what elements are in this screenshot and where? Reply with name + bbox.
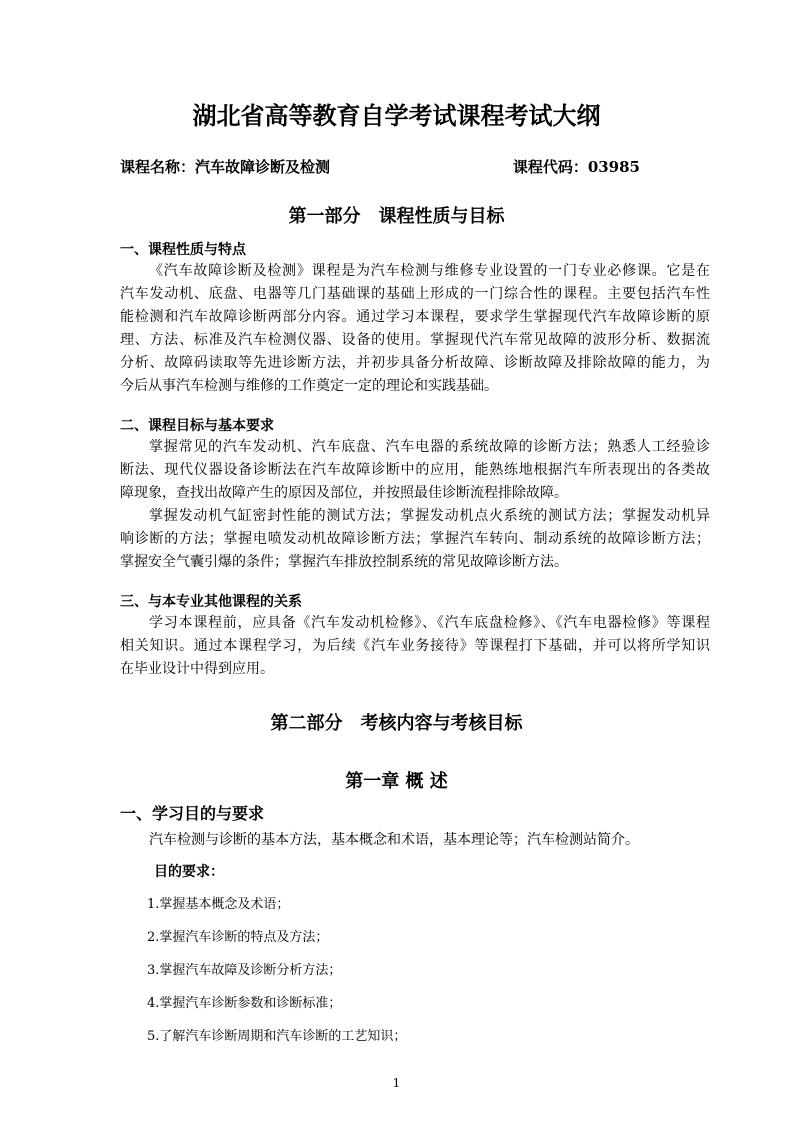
chapter-heading: 第一章 概 述 [345,771,448,792]
text-line: 在毕业设计中得到应用。 [120,661,274,677]
text-line: 《汽车故障诊断及检测》课程是为汽车检测与维修专业设置的一门专业必修课。它是在 [149,263,710,279]
part1-section2 [120,416,710,574]
text-line: 响诊断的方法；掌握电喷发动机故障诊断方法；掌握汽车转向、制动系统的故障诊断方法； [120,531,710,547]
section-paragraph [120,436,710,574]
list-item: 5.了解汽车诊断周期和汽车诊断的工艺知识； [147,1029,407,1044]
part2-heading: 第二部分 考核内容与考核目标 [270,713,523,734]
course-name: 课程名称：汽车故障诊断及检测 [120,158,331,176]
list-item: 4.掌握汽车诊断参数和诊断标准； [147,996,342,1011]
text-line: 能检测和汽车故障诊断两部分内容。通过学习本课程，要求学生掌握现代汽车故障诊断的原 [120,309,710,325]
text-line: 掌握发动机气缸密封性能的测试方法；掌握发动机点火系统的测试方法；掌握发动机异 [149,508,710,524]
requirements-heading: 目的要求： [154,864,224,880]
text-line: 今后从事汽车检测与维修的工作奠定一定的理论和实践基础。 [120,378,498,394]
part1-section3 [120,592,710,681]
section-heading: 一、学习目的与要求 [120,804,265,823]
document-title: 湖北省高等教育自学考试课程考试大纲 [192,101,601,130]
text-line: 相关知识。通过本课程学习，为后续《汽车业务接待》等课程打下基础，并可以将所学知识 [120,638,710,654]
part1-heading: 第一部分 课程性质与目标 [288,206,505,227]
text-line: 学习本课程前，应具备《汽车发动机检修》、《汽车底盘检修》、《汽车电器检修》等课程 [149,615,710,631]
text-line: 分析、故障码读取等先进诊断方法，并初步具备分析故障、诊断故障及排除故障的能力，为 [120,355,710,371]
text-line: 掌握安全气囊引爆的条件；掌握汽车排放控制系统的常见故障诊断方法。 [120,554,568,570]
section-heading: 二、课程目标与基本要求 [120,418,274,434]
course-code: 课程代码：03985 [512,158,640,176]
section-heading: 一、课程性质与特点 [120,242,246,258]
list-item: 1.掌握基本概念及术语； [147,897,290,912]
page-number: 1 [392,1076,401,1090]
text-line: 障现象，查找出故障产生的原因及部位，并按照最佳诊断流程排除故障。 [120,485,568,501]
section-paragraph: 汽车检测与诊断的基本方法，基本概念和术语，基本理论等；汽车检测站简介。 [149,832,639,848]
section-paragraph [120,260,710,398]
text-line: 掌握常见的汽车发动机、汽车底盘、汽车电器的系统故障的诊断方法；熟悉人工经验诊 [149,439,710,455]
section-heading: 三、与本专业其他课程的关系 [120,594,302,610]
text-line: 汽车发动机、底盘、电器等几门基础课的基础上形成的一门综合性的课程。主要包括汽车性 [120,286,710,302]
course-info [120,156,640,178]
part2-section1 [120,803,710,1047]
text-line: 理、方法、标准及汽车检测仪器、设备的使用。掌握现代汽车常见故障的波形分析、数据流 [120,332,710,348]
text-line: 断法、现代仪器设备诊断法在汽车故障诊断中的应用，能熟练地根据汽车所表现出的各类故 [120,462,710,478]
part1-section1 [120,240,710,398]
list-item: 3.掌握汽车故障及诊断分析方法； [147,963,342,978]
list-item: 2.掌握汽车诊断的特点及方法； [147,930,329,945]
section-paragraph [120,612,710,681]
